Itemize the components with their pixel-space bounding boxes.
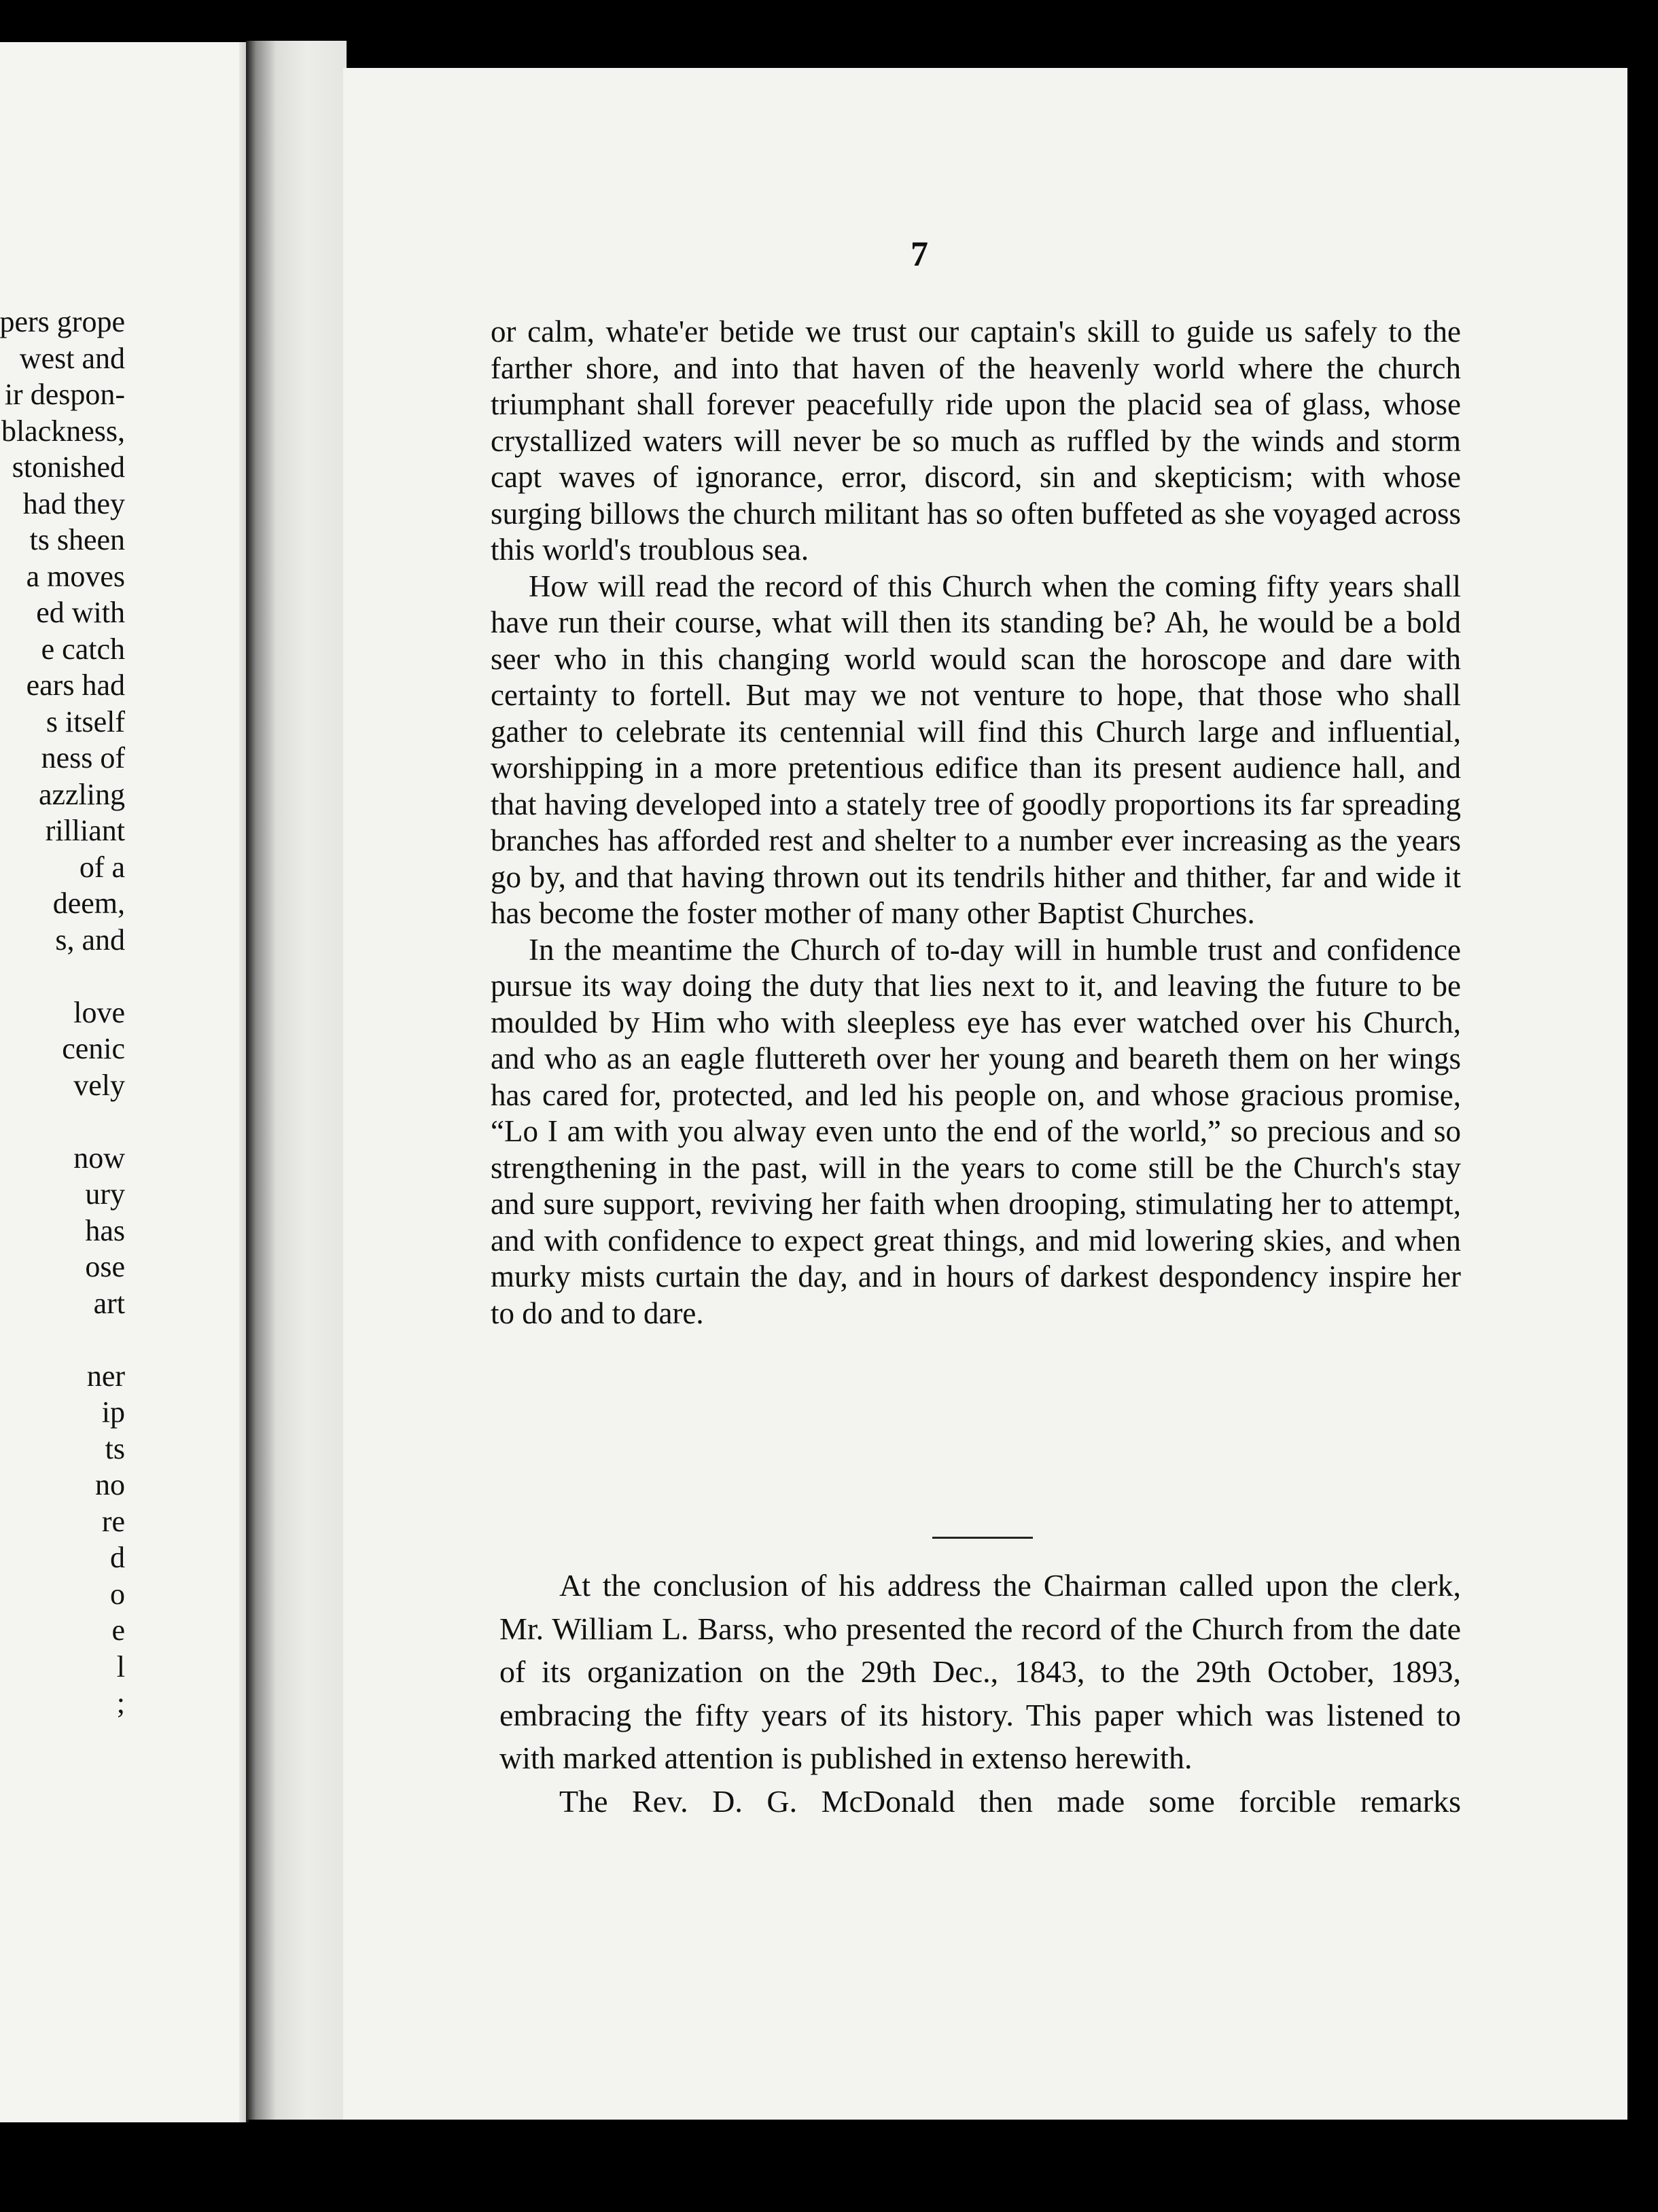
left-page-text-fragments [0,304,125,1722]
left-page-line: blackness, [1,414,125,448]
main-text-block [491,314,1461,1332]
left-page-line: ears had [26,668,125,702]
left-page-line: rilliant [45,814,125,847]
left-page-line: ed with [36,596,125,629]
left-page-line: pers grope [0,305,125,338]
left-page-line: ts sheen [29,523,125,556]
left-page-line: e catch [41,632,125,666]
left-page-line: stonished [12,450,125,484]
left-page-line: s, and [55,923,125,957]
second-text-block [499,1564,1461,1823]
paragraph-5: The Rev. D. G. McDonald then made some forcible remarks [559,1783,1461,1819]
paragraph-2: How will read the record of this Church when the coming fifty years shall have run their course, what will then its standing be? Ah, he would be a bold seer who in this changing world would scan the horoscope and dare with certainty to fortell. But may we not venture to hope, that those who shall gather to celebrate its centennial will find this Church large and influential, worshipping in a more pretentious edifice than its present audience hall, and that having developed into a stately tree of goodly proportions its far spreading branches has afforded rest and shelter to a number ever increasing as the years go by, and that having thrown out its tendrils hither and thither, far and wide it has become the foster mother of many other Baptist Churches. [491,569,1461,930]
left-page-line: azzling [38,777,125,811]
left-page [0,42,249,2122]
page-number: 7 [911,235,928,274]
left-page-line: l [116,1649,125,1683]
left-page-line: deem, [52,887,125,920]
left-page-edge [239,42,246,2122]
left-page-line: cenic [62,1032,125,1065]
section-divider [932,1537,1033,1539]
left-page-line: vely [73,1068,125,1102]
left-page-line: art [93,1286,125,1320]
left-page-line: love [73,995,125,1029]
left-page-line: no [95,1468,125,1501]
left-page-line: had they [22,486,125,520]
left-page-line: has [85,1213,125,1247]
left-page-line: ip [101,1395,125,1429]
left-page-line: ury [85,1177,125,1211]
left-page-line: ose [85,1250,125,1283]
left-page-line: e [111,1613,125,1647]
left-page-line: ness of [41,741,125,774]
left-page-line: ir despon- [4,378,125,411]
left-page-line [0,1321,125,1358]
left-page-line: d [110,1541,125,1574]
left-page-line [0,958,125,995]
left-page-line: of a [79,850,125,884]
left-page-line: west and [19,341,125,375]
left-page-line: ts [105,1431,125,1465]
left-page-line: now [73,1141,125,1175]
book-spine [246,41,347,2120]
paragraph-1: or calm, whate'er betide we trust our captain's skill to guide us safely to the farther shore, and into that haven of the heavenly world where the church triumphant shall forever peacefully ride upon the placid sea of glass, whose crystallized waters will never be so much as ruffled by the winds and storm capt waves of ignorance, error, discord, sin and skepticism; with whose surging billows the church militant has so often buffeted as she voyaged across this world's troublous sea. [491,315,1461,567]
left-page-line: o [110,1577,125,1611]
left-page-line [0,1103,125,1140]
left-page-line: ; [116,1686,125,1719]
left-page-line: s itself [46,704,125,738]
left-page-line: re [101,1504,125,1538]
left-page-line: ner [86,1359,125,1393]
left-page-line: a moves [26,559,125,593]
paragraph-3: In the meantime the Church of to-day will in humble trust and confidence pursue its way doing the duty that lies next to it, and leaving the future to be moulded by Him who with sleepless eye has ever watched over his Church, and who as an eagle fluttereth over her young and beareth them on her wings has cared for, protected, and led his people on, and whose gracious promise, “Lo I am with you alway even unto the end of the world,” so precious and so strengthening in the past, will in the years to come still be the Church's stay and sure support, reviving her faith when drooping, stimulating her to attempt, and with confidence to expect great things, and mid lowering skies, and when murky mists curtain the day, and in hours of darkest despondency inspire her to do and to dare. [491,932,1461,1330]
paragraph-4: At the conclusion of his address the Chairman called upon the clerk, Mr. William L. Barss, who presented the record of the Church from the date of its organization on the 29th Dec., 1843, to the 29th October, 1893, embracing the fifty years of its history. This paper which was listened to with marked attention is published in extenso herewith. [499,1568,1461,1775]
